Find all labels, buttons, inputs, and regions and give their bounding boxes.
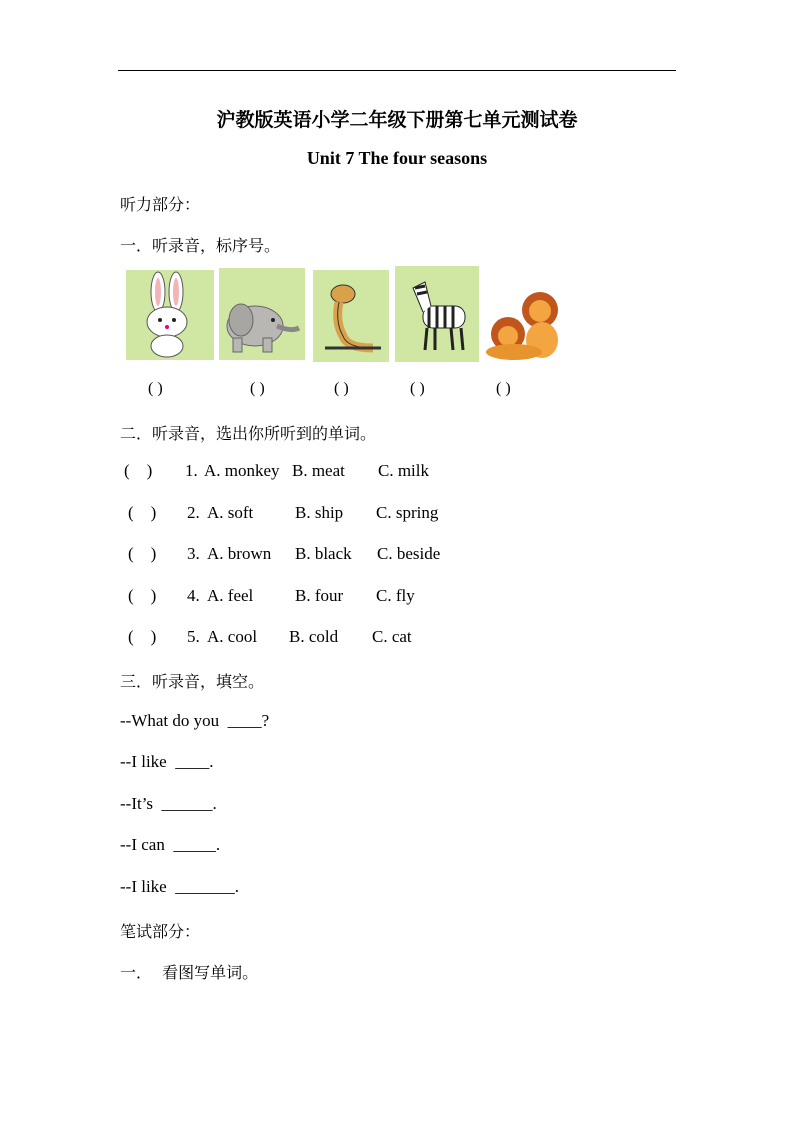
top-rule (118, 70, 676, 71)
part2-heading: 二．听录音，选出你所听到的单词。 (120, 424, 377, 443)
part3-heading: 三．听录音，填空。 (120, 672, 265, 691)
snake-icon (313, 270, 389, 362)
q3-option-a: A. brown (207, 544, 272, 563)
part1-heading: 一．听录音，标序号。 (120, 236, 281, 255)
q2-option-c: C. spring (376, 503, 439, 522)
picture-blank-3[interactable]: ( ) (334, 380, 349, 397)
q4-option-b: B. four (295, 586, 344, 605)
lion-icon (484, 286, 564, 362)
picture-blank-2[interactable]: ( ) (250, 380, 265, 397)
snake-picture (313, 270, 389, 362)
q2-number: 2. (187, 503, 200, 522)
rabbit-icon (126, 270, 214, 360)
zebra-picture (395, 266, 479, 362)
q1-number: 1. (185, 461, 198, 480)
q3-number: 3. (187, 544, 200, 563)
q3-option-c: C. beside (377, 544, 441, 563)
q5-number: 5. (187, 627, 200, 646)
q3-answer-paren[interactable]: ( ) (128, 544, 157, 563)
q1-option-b: B. meat (292, 461, 345, 480)
q5-option-c: C. cat (372, 627, 412, 646)
q3-option-b: B. black (295, 544, 352, 563)
writing-part1-heading: 一． 看图写单词。 (120, 963, 259, 982)
q1-option-a: A. monkey (204, 461, 280, 480)
q2-answer-paren[interactable]: ( ) (128, 503, 157, 522)
q4-option-c: C. fly (376, 586, 415, 605)
q4-answer-paren[interactable]: ( ) (128, 586, 157, 605)
listening-heading: 听力部分： (120, 195, 201, 214)
page-subtitle: Unit 7 The four seasons (306, 148, 488, 168)
q2-option-a: A. soft (207, 503, 254, 522)
fill-line-3[interactable]: --It’s ______. (120, 794, 217, 813)
fill-line-1[interactable]: --What do you ____? (120, 711, 270, 730)
page-title: 沪教版英语小学二年级下册第七单元测试卷 (216, 109, 578, 131)
q5-answer-paren[interactable]: ( ) (128, 627, 157, 646)
fill-line-2[interactable]: --I like ____. (120, 752, 214, 771)
q5-option-b: B. cold (289, 627, 339, 646)
q4-number: 4. (187, 586, 200, 605)
q2-option-b: B. ship (295, 503, 344, 522)
zebra-icon (395, 266, 479, 362)
q5-option-a: A. cool (207, 627, 258, 646)
writing-heading: 笔试部分： (120, 922, 201, 941)
picture-blank-1[interactable]: ( ) (148, 380, 163, 397)
q4-option-a: A. feel (207, 586, 254, 605)
elephant-icon (219, 268, 305, 360)
picture-blank-4[interactable]: ( ) (410, 380, 425, 397)
rabbit-picture (126, 270, 214, 360)
fill-line-5[interactable]: --I like _______. (120, 877, 239, 896)
elephant-picture (219, 268, 305, 360)
q1-option-c: C. milk (378, 461, 430, 480)
q1-answer-paren[interactable]: ( ) (124, 461, 153, 480)
lion-picture (484, 286, 564, 362)
fill-line-4[interactable]: --I can _____. (120, 835, 221, 854)
picture-blank-5[interactable]: ( ) (496, 380, 511, 397)
